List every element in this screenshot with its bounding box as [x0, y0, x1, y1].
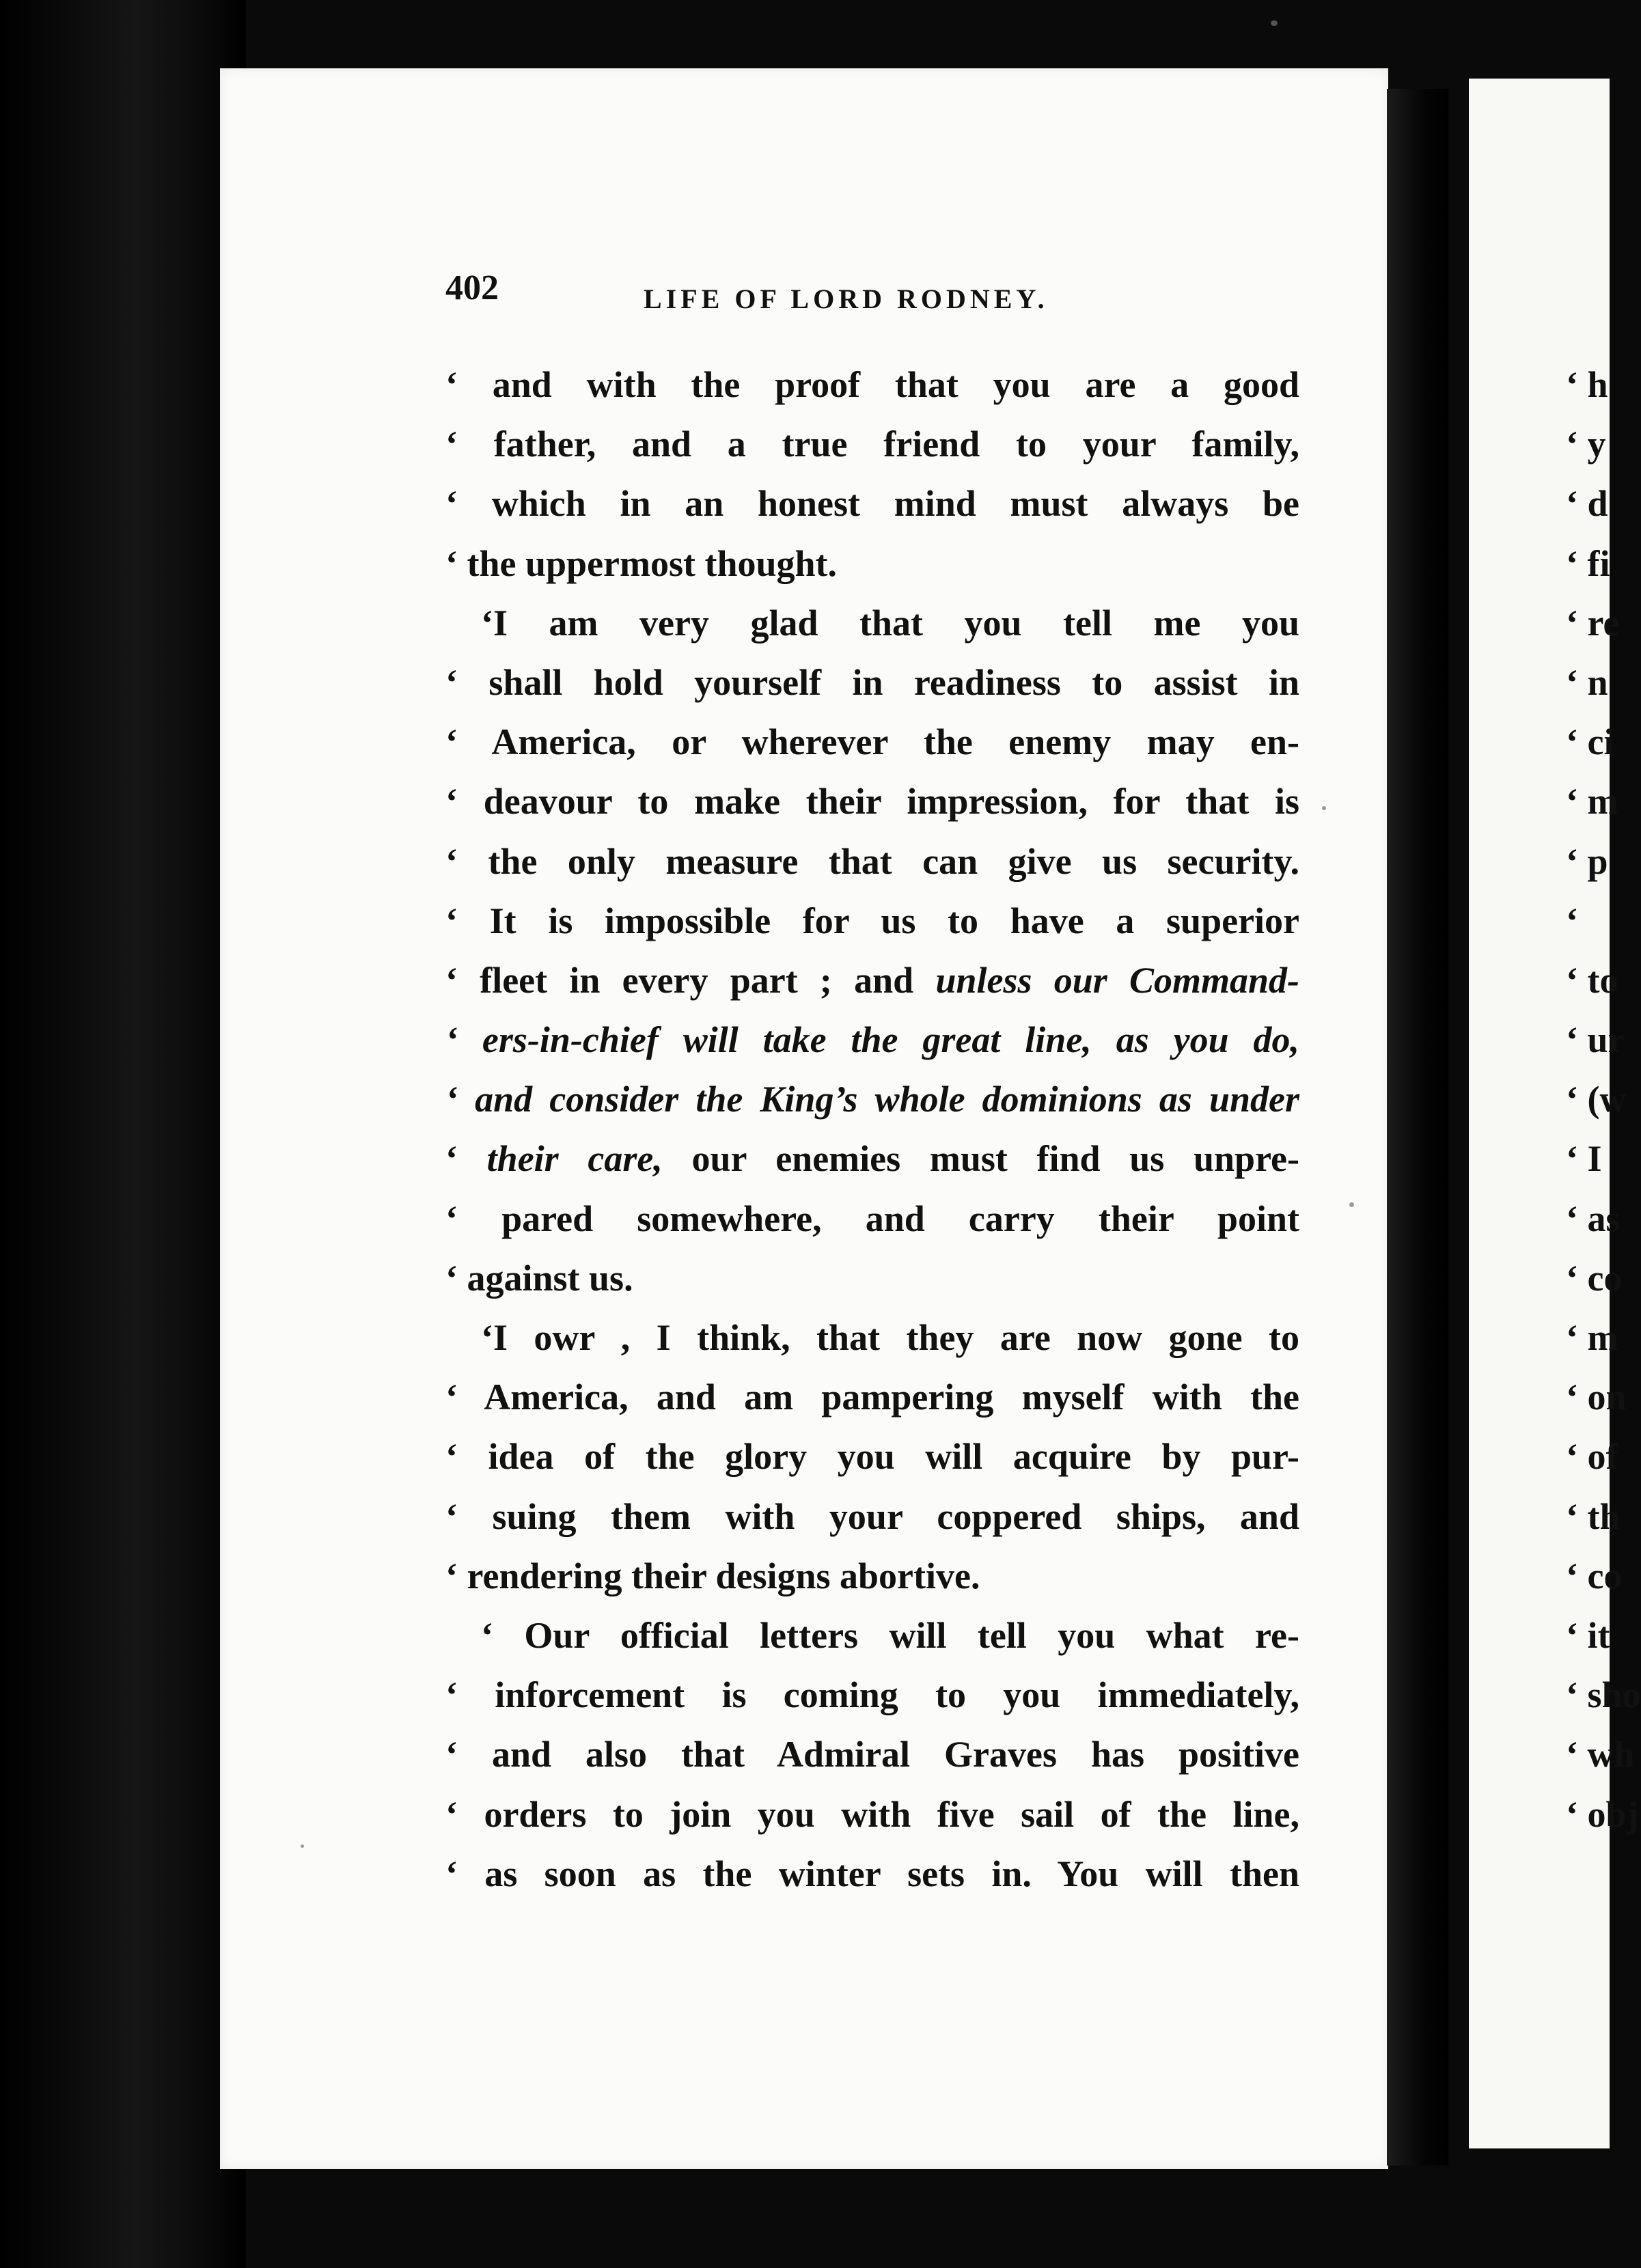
text-line: ‘ orders to join you with five sail of the line, [445, 1793, 1300, 1835]
facing-line: ‘ as [1566, 1198, 1621, 1239]
running-title: LIFE OF LORD RODNEY. [644, 284, 1049, 314]
facing-line: ‘ to [1566, 959, 1618, 1001]
text-line: ‘ their care, our enemies must find us unpre- [445, 1138, 1300, 1180]
facing-line: ‘ I [1566, 1138, 1602, 1180]
text-line: ‘ which in an honest mind must always be [445, 483, 1299, 525]
text-line: ‘ the only measure that can give us security. [445, 840, 1299, 882]
running-head [445, 268, 1299, 322]
text-line: ‘ the uppermost thought. [445, 542, 838, 584]
facing-line: ‘ d [1566, 483, 1608, 525]
facing-line: ‘ (w [1566, 1079, 1627, 1120]
text-line: ‘ America, and am pampering myself with the [445, 1377, 1299, 1418]
facing-line: ‘ ci [1566, 721, 1614, 763]
text-line: ‘ shall hold yourself in readiness to assist in [445, 661, 1299, 703]
facing-line: ‘ it [1566, 1614, 1610, 1656]
facing-line: ‘ m [1566, 1317, 1618, 1358]
facing-page-text [1566, 355, 1641, 1844]
facing-line: ‘ re [1566, 602, 1620, 644]
text-line: ‘ against us. [445, 1257, 633, 1299]
facing-line: ‘ on [1566, 1377, 1627, 1418]
text-line: ‘ idea of the glory you will acquire by pur- [445, 1436, 1300, 1478]
text-line: ‘ as soon as the winter sets in. You will then [445, 1853, 1300, 1894]
facing-line: ‘ [1566, 900, 1578, 941]
facing-line: ‘ h [1566, 364, 1608, 405]
text-line: ‘ deavour to make their impression, for that is [445, 781, 1300, 822]
scan-speck [1271, 20, 1278, 26]
paragraph-start-line: ‘I owr , I think, that they are now gone to [481, 1317, 1299, 1358]
facing-line: ‘ co [1566, 1555, 1623, 1596]
page-number: 402 [445, 268, 499, 307]
text-line-italic: ‘ and consider the King’s whole dominions as under [445, 1079, 1300, 1120]
text-line-italic: ‘ ers-in-chief will take the great line, as you do, [445, 1019, 1299, 1061]
left-binding-edge [0, 0, 246, 2268]
text-line: ‘ inforcement is coming to you immediately, [445, 1674, 1300, 1716]
scan-speck [1322, 806, 1326, 810]
facing-line: ‘ m [1566, 781, 1618, 822]
facing-line: ‘ of [1566, 1436, 1618, 1478]
facing-line: ‘ y [1566, 424, 1606, 465]
facing-line: ‘ ur [1566, 1019, 1625, 1061]
text-line: ‘ father, and a true friend to your family, [445, 424, 1300, 465]
text-line: ‘ fleet in every part ; and unless our Command- [445, 959, 1300, 1001]
paragraph-start-line: ‘ Our official letters will tell you what re- [481, 1614, 1299, 1656]
facing-line: ‘ sho [1566, 1674, 1641, 1716]
facing-line: ‘ th [1566, 1495, 1621, 1537]
text-line: ‘ and also that Admiral Graves has positive [445, 1734, 1300, 1775]
scan-speck [1349, 1202, 1354, 1207]
text-line: ‘ It is impossible for us to have a superior [445, 900, 1300, 941]
body-text [445, 355, 1299, 1904]
text-line: ‘ and with the proof that you are a good [445, 364, 1300, 405]
text-line: ‘ rendering their designs abortive. [445, 1555, 980, 1596]
facing-line: ‘ co [1566, 1257, 1623, 1299]
facing-line: ‘ obj [1566, 1793, 1639, 1835]
facing-line: ‘ wh [1566, 1734, 1635, 1775]
text-line: ‘ pared somewhere, and carry their point [445, 1198, 1299, 1239]
gutter-shadow [1387, 89, 1448, 2166]
facing-line: ‘ n [1566, 661, 1608, 703]
text-line: ‘ suing them with your coppered ships, and [445, 1495, 1299, 1537]
paragraph-start-line: ‘I am very glad that you tell me you [481, 602, 1299, 644]
facing-line: ‘ fi [1566, 542, 1610, 584]
facing-line: ‘ p [1566, 840, 1608, 882]
scan-speck [301, 1844, 304, 1848]
text-line: ‘ America, or wherever the enemy may en- [445, 721, 1299, 763]
